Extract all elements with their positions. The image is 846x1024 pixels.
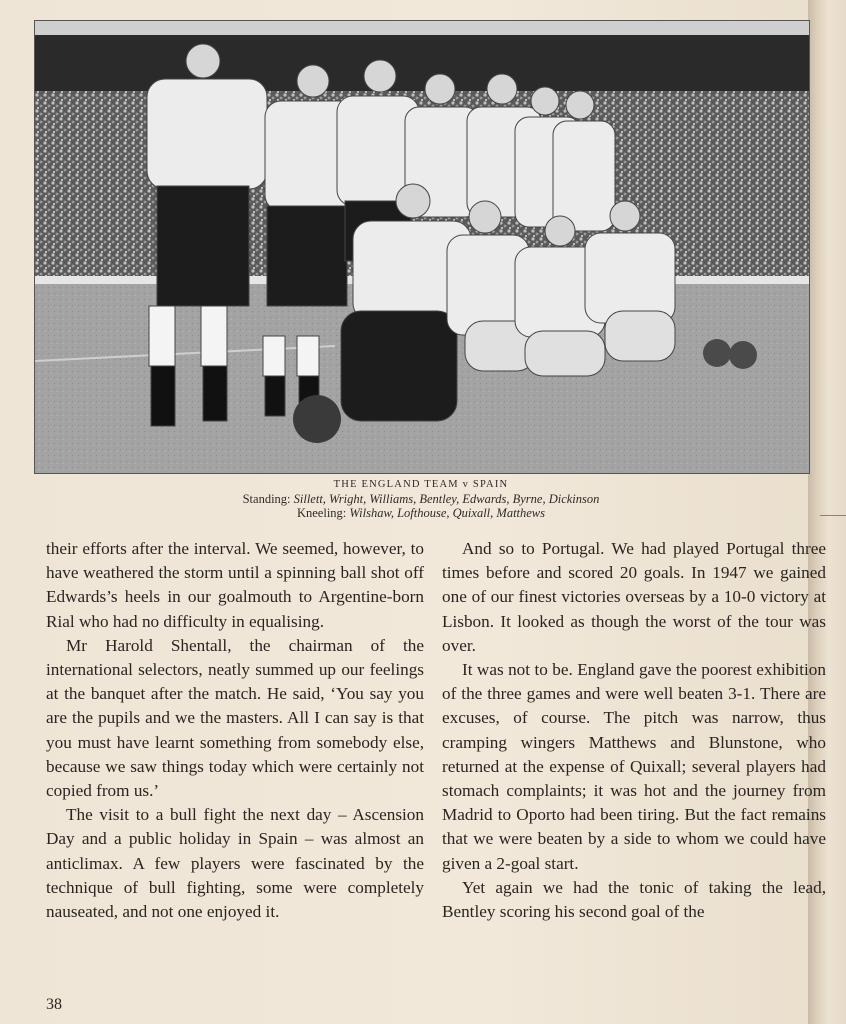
caption-kneeling-names: Wilshaw, Lofthouse, Quixall, Matthews [349,506,546,520]
caption-standing-names: Sillett, Wright, Williams, Bentley, Edwards, Byrne, Dickinson [293,492,600,506]
page-number: 38 [46,996,62,1013]
paragraph: The visit to a bull fight the next day – Ascension Day and a public holiday in Spain – was almost an anticlimax. A few players were fascinated by the technique of bull fighting, some were completely nauseated, and not one enjoyed it. [46,805,424,922]
caption-kneeling-label: Kneeling: [296,506,350,520]
team-photo-image [35,21,809,473]
right-text-column [442,537,826,924]
team-photo [34,20,810,474]
photo-caption [34,478,808,520]
paragraph: It was not to be. England gave the poorest exhibition of the three games and were well beaten 3-1. There are excuses, of course. The pitch was narrow, thus cramping wingers Matthews and Blunstone, who returned at the expense of Quixall; several players had stomach complaints; it was hot and the journey from Madrid to Oporto had been tiring. But the fact remains that we were beaten by a side to whom we could have given a 2-goal start. [442,660,826,873]
left-text-column [46,537,424,924]
caption-title: THE ENGLAND TEAM v SPAIN [333,479,509,490]
paragraph: And so to Portugal. We had played Portugal three times before and scored 20 goals. In 1947 we gained one of our finest victories overseas by a 10-0 victory at Lisbon. It looked as though the worst of the tour was over. [442,539,826,655]
paragraph: Yet again we had the tonic of taking the lead, Bentley scoring his second goal of the [442,877,826,922]
facing-page-rule [820,515,846,516]
paragraph: Mr Harold Shentall, the chairman of the international selectors, neatly summed up our feelings at the banquet after the match. He said, ‘You say you are the pupils and we the masters. All I can say is that you must have learnt something from somebody else, because we saw things today which were certainly not copied from us.’ [46,635,424,801]
caption-kneeling [34,506,808,520]
paragraph: their efforts after the interval. We seemed, however, to have weathered the storm until a spinning ball shot off Edwards’s heels in our goalmouth to Argentine-born Rial who had no difficulty in equalising. [46,539,424,631]
caption-standing-label: Standing: [242,492,294,506]
caption-standing [34,492,808,506]
